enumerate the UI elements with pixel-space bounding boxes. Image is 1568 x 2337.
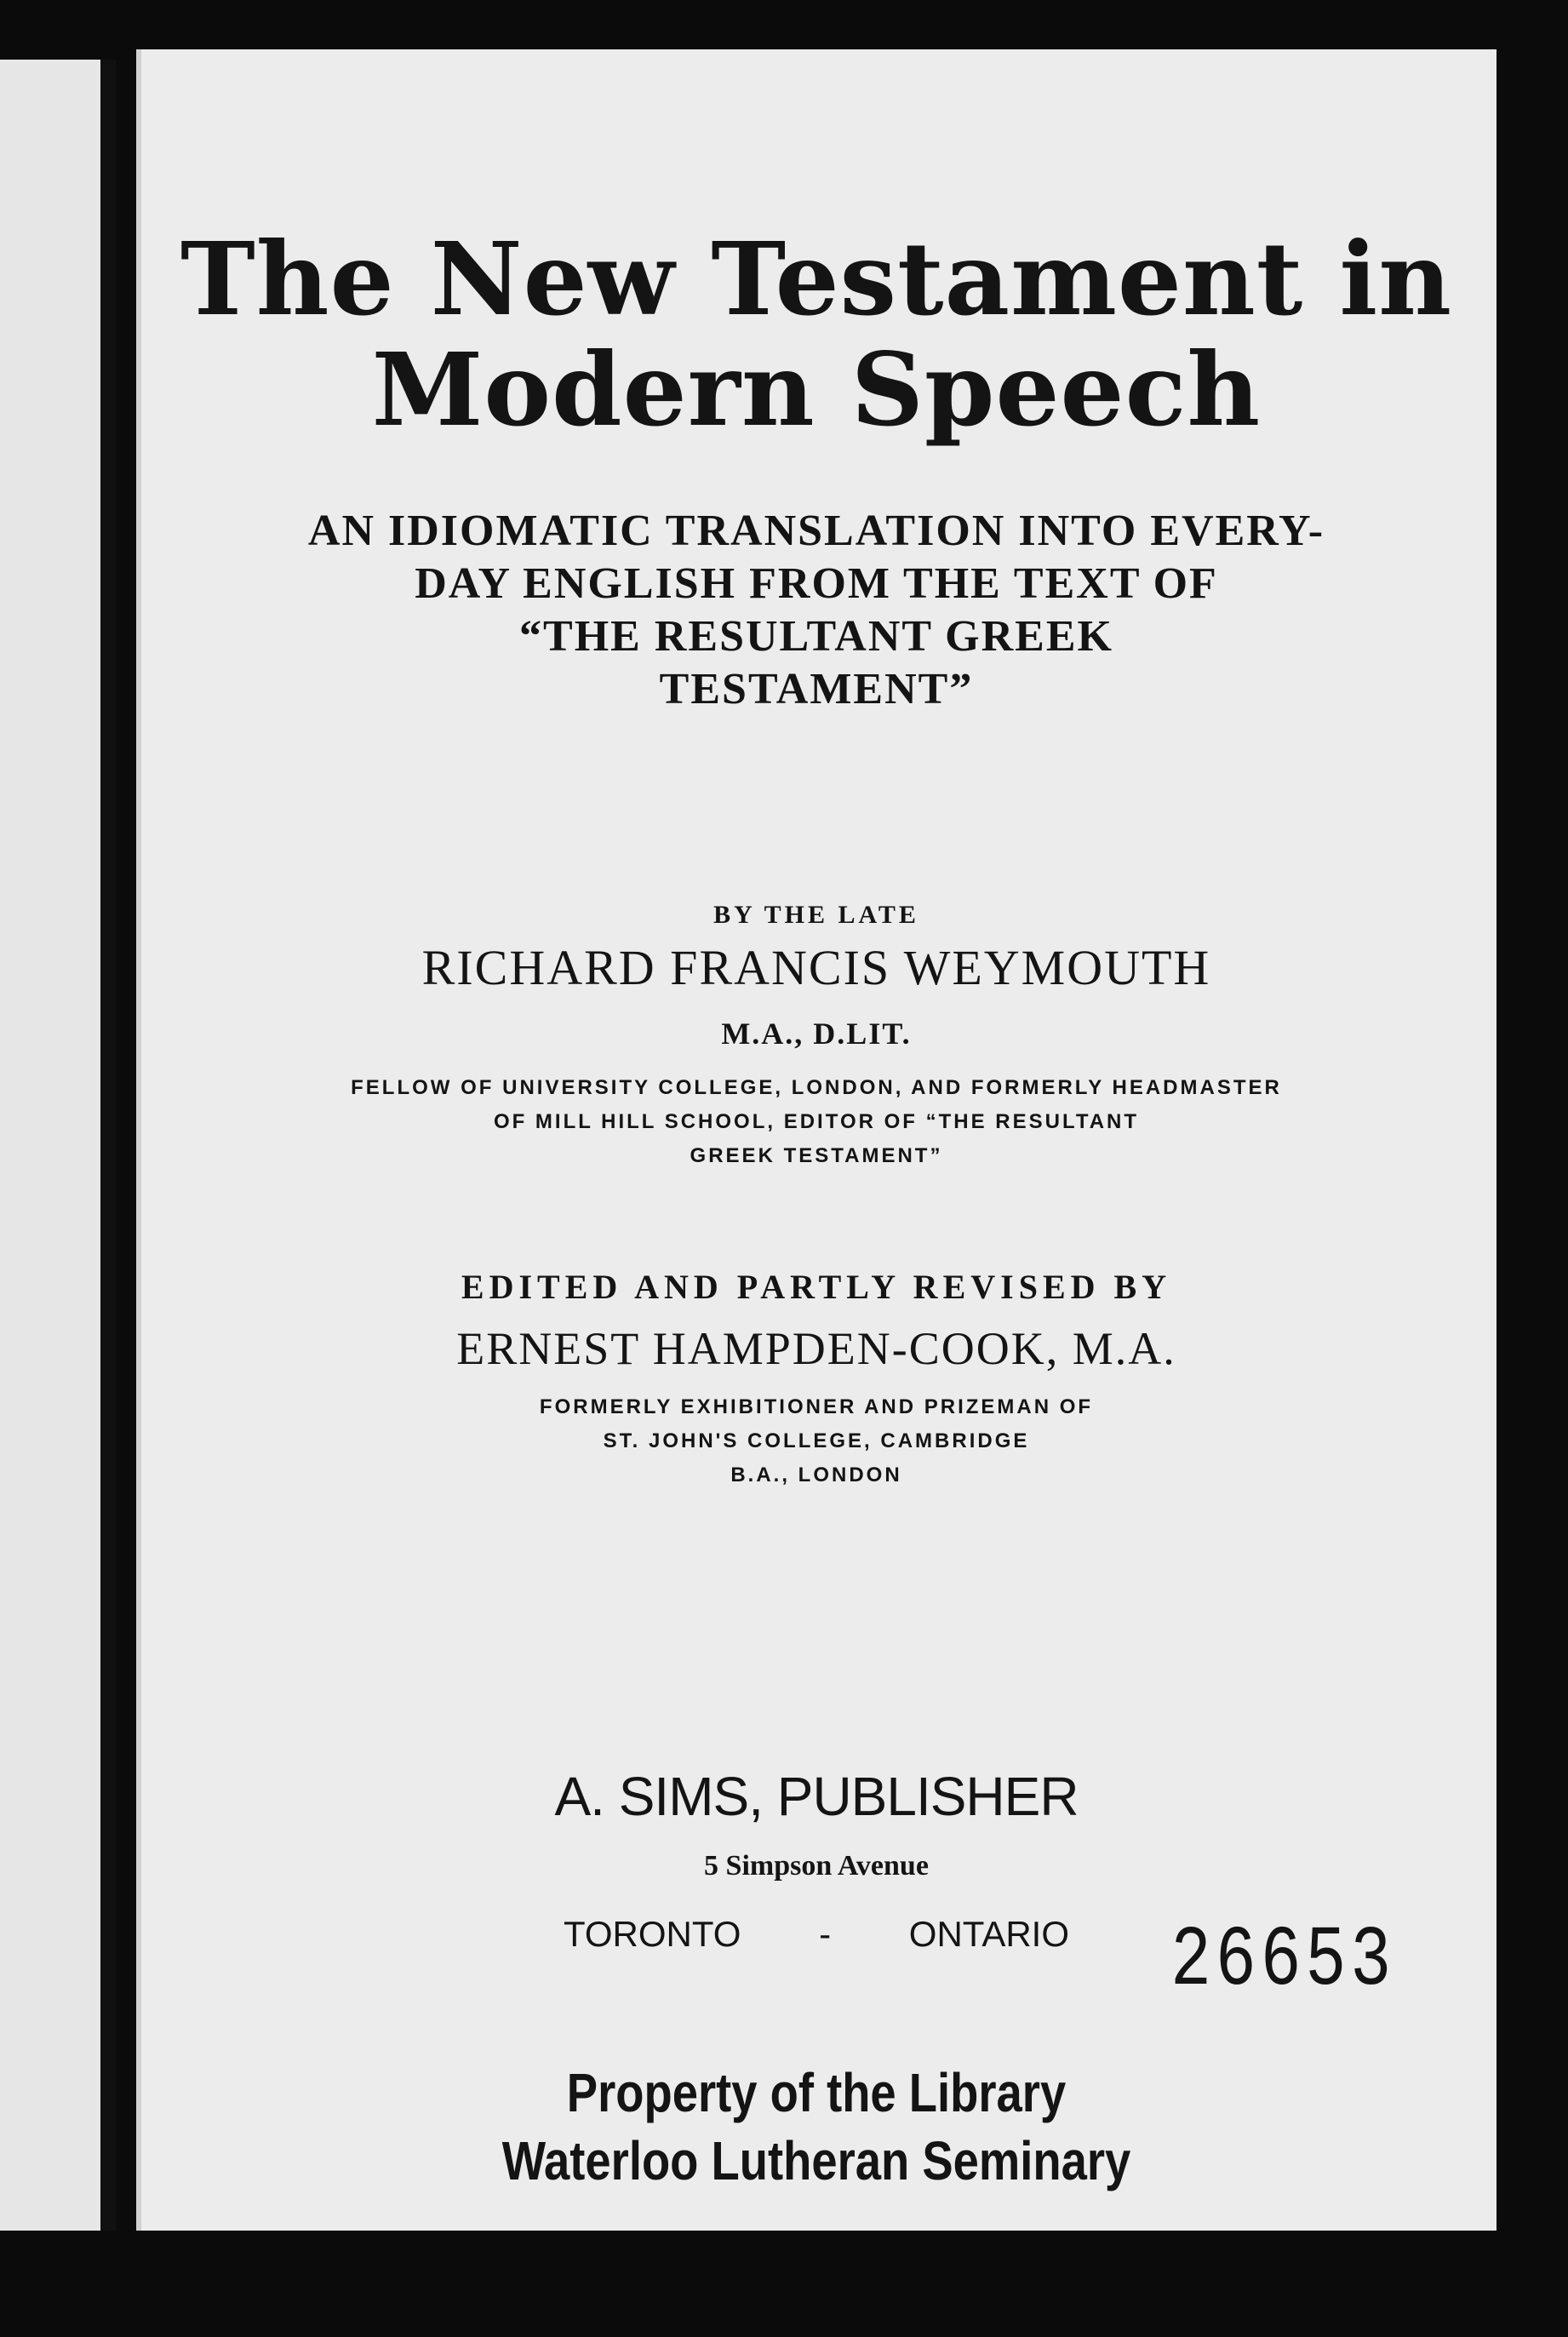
subtitle-line-3: “THE RESULTANT GREEK — [519, 612, 1113, 661]
author-name: RICHARD FRANCIS WEYMOUTH — [421, 940, 1211, 995]
catalog-number: 26653 — [1170, 1914, 1396, 2010]
author-credentials-line-3: GREEK TESTAMENT” — [690, 1144, 943, 1167]
publisher-city: TORONTO — [563, 1914, 741, 1954]
publisher-name: A. SIMS, PUBLISHER — [554, 1766, 1079, 1827]
title-page — [136, 49, 1496, 2231]
publisher-province: ONTARIO — [908, 1914, 1070, 1954]
title-line-2: Modern Speech — [371, 329, 1262, 449]
location-separator: - — [819, 1914, 832, 1954]
subtitle-line-4: TESTAMENT” — [659, 665, 974, 713]
subtitle-line-2: DAY ENGLISH FROM THE TEXT OF — [415, 559, 1218, 608]
editor-name: ERNEST HAMPDEN-COOK, M.A. — [456, 1323, 1176, 1374]
author-degrees: M.A., D.LIT. — [721, 1017, 912, 1051]
subtitle — [136, 505, 1496, 716]
editor-credentials-line-1: FORMERLY EXHIBITIONER AND PRIZEMAN OF — [539, 1395, 1094, 1418]
publisher-address: 5 Simpson Avenue — [704, 1850, 929, 1882]
author-credentials-line-2: OF MILL HILL SCHOOL, EDITOR OF “THE RESULTANT — [493, 1110, 1140, 1133]
editor-credentials — [136, 1390, 1496, 1492]
stamp-line-2: Waterloo Lutheran Seminary — [501, 2130, 1131, 2191]
subtitle-line-1: AN IDIOMATIC TRANSLATION INTO EVERY- — [307, 507, 1325, 555]
book-gutter — [100, 60, 116, 2231]
author-credentials-line-1: FELLOW OF UNIVERSITY COLLEGE, LONDON, AND FORMERLY HEADMASTER — [351, 1076, 1282, 1099]
editor-credentials-line-3: B.A., LONDON — [730, 1463, 902, 1486]
author-credentials — [136, 1071, 1496, 1173]
left-page-edge — [0, 60, 102, 2231]
stamp-line-1: Property of the Library — [566, 2062, 1067, 2123]
library-stamp — [238, 2059, 1394, 2195]
author-prefix: BY THE LATE — [713, 901, 919, 929]
editor-credentials-line-2: ST. JOHN'S COLLEGE, CAMBRIDGE — [603, 1429, 1030, 1452]
editor-prefix: EDITED AND PARTLY REVISED BY — [461, 1268, 1172, 1306]
book-title — [136, 220, 1496, 449]
title-line-1: The New Testament in — [180, 220, 1453, 338]
